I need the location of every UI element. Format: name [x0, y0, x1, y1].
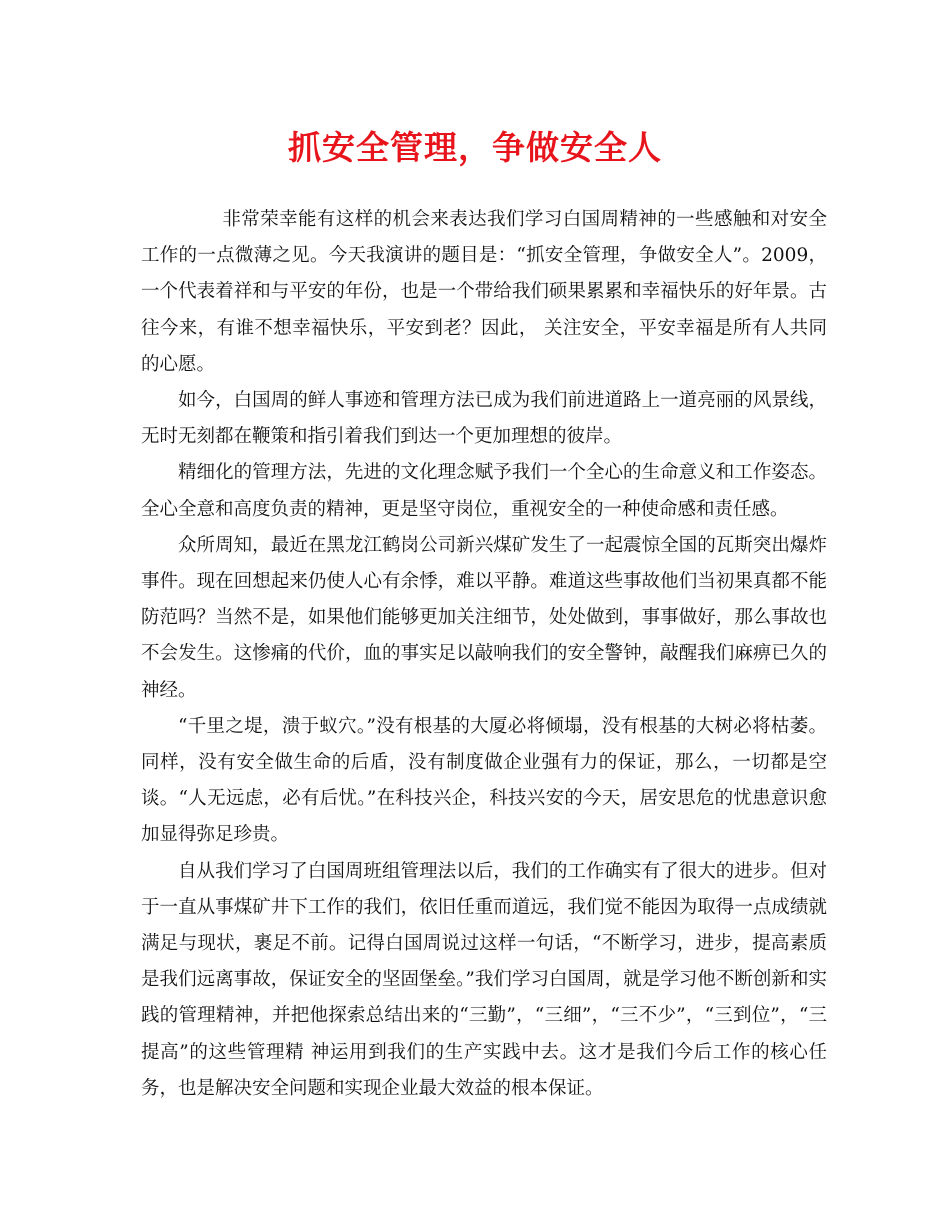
paragraph-proverb: “千里之堤，溃于蚁穴。”没有根基的大厦必将倾塌，没有根基的大树必将枯萎。同样，没有安全做生命的后盾，没有制度做企业强有力的保证，那么，一切都是空谈。“人无远虑，必有后忧。”在科技兴企，科技兴安的今天，居安思危的忧患意识愈加显得弥足珍贵。 — [141, 715, 827, 846]
paragraph-intro: 非常荣幸能有这样的机会来表达我们学习白国周精神的一些感触和对安全工作的一点微薄之见。今天我演讲的题目是：“抓安全管理，争做安全人”。2009，一个代表着祥和与平安的年份，也是一个带给我们硕果累累和幸福快乐的好年景。古往今来，有谁不想幸福快乐，平安到老？因此， 关注安全，平安幸福是所有人共同的心愿。 — [141, 209, 827, 375]
paragraph-refined-management: 精细化的管理方法，先进的文化理念赋予我们一个全心的生命意义和工作姿态。全心全意和高度负责的精神，更是坚守岗位，重视安全的一种使命感和责任感。 — [141, 462, 827, 520]
paragraph-bai-guozhou-example: 如今，白国周的鲜人事迹和管理方法已成为我们前进道路上一道亮丽的风景线，无时无刻都在鞭策和指引着我们到达一个更加理想的彼岸。 — [141, 390, 827, 448]
paragraph-accident-warning: 众所周知，最近在黑龙江鹤岗公司新兴煤矿发生了一起震惊全国的瓦斯突出爆炸事件。现在回想起来仍使人心有余悸，难以平静。难道这些事故他们当初果真都不能防范吗？当然不是，如果他们能够更加关注细节，处处做到，事事做好，那么事故也不会发生。这惨痛的代价，血的事实足以敲响我们的安全警钟，敲醒我们麻痹已久的神经。 — [141, 534, 827, 701]
page-title: 抓安全管理，争做安全人 — [288, 128, 662, 167]
document-body — [141, 202, 827, 1107]
paragraph-conclusion: 自从我们学习了白国周班组管理法以后，我们的工作确实有了很大的进步。但对于一直从事煤矿井下工作的我们，依旧任重而道远，我们觉不能因为取得一点成绩就满足与现状，裹足不前。记得白国周说过这样一句话，“不断学习，进步，提高素质是我们远离事故，保证安全的坚固堡垒。”我们学习白国周，就是学习他不断创新和实践的管理精神，并把他探索总结出来的“三勤”，“三细”，“三不少”，“三到位”，“三提高”的这些管理精 神运用到我们的生产实践中去。这才是我们今后工作的核心任务，也是解决安全问题和实现企业最大效益的根本保证。 — [141, 860, 827, 1099]
